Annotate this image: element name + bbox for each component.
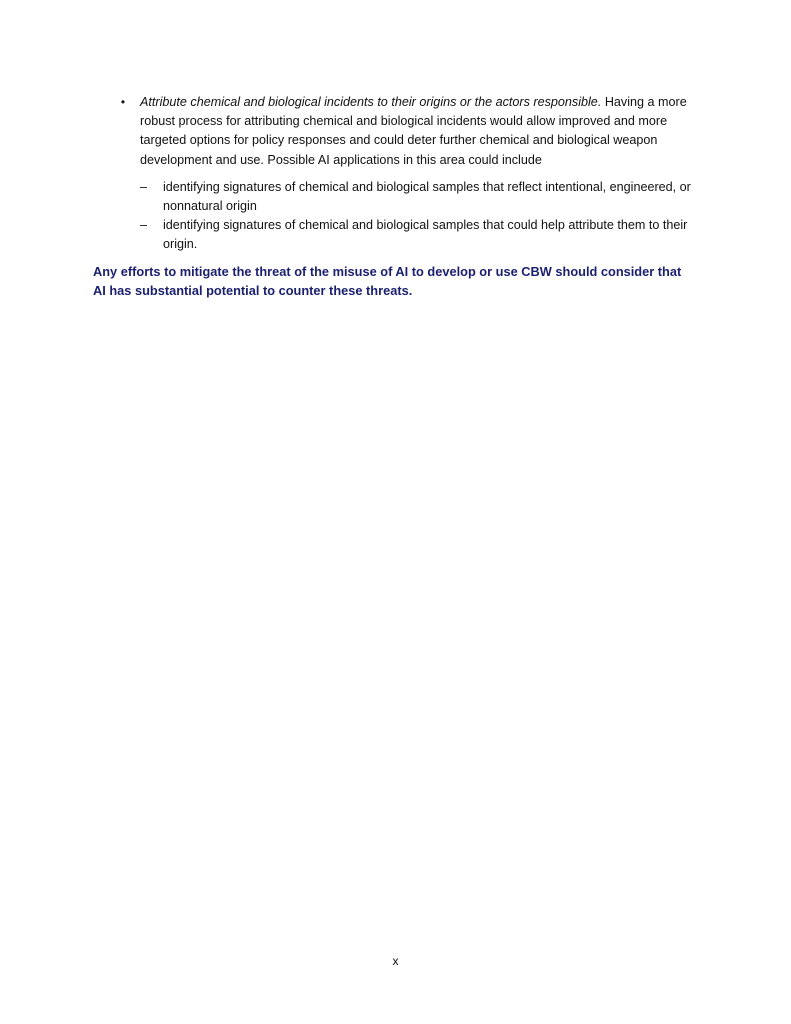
dash-marker: –	[140, 179, 148, 194]
sub-item-text: identifying signatures of chemical and biological samples that reflect intentional, engineered, or nonnatural origin	[163, 179, 691, 214]
sub-item-intentional-origin	[93, 178, 703, 216]
bullet-item-attribution	[93, 93, 703, 170]
sub-item-text: identifying signatures of chemical and biological samples that could help attribute them to their origin.	[163, 218, 688, 252]
conclusion-statement: Any efforts to mitigate the threat of the misuse of AI to develop or use CBW should consider that AI has substantial potential to counter these threats.	[93, 263, 682, 298]
sub-item-attribute-origin	[93, 216, 703, 254]
sub-item-list	[93, 178, 703, 255]
bullet-marker: •	[120, 95, 126, 109]
bullet-italic-lead: Attribute chemical and biological incidents to their origins or the actors responsible.	[140, 95, 602, 109]
page-number: x	[392, 954, 399, 968]
page-content	[93, 93, 703, 300]
dash-marker: –	[140, 218, 148, 233]
bullet-body-text: Having a more robust process for attributing chemical and biological incidents would allow improved and more targeted options for policy responses and could deter further chemical and biological weapon development and use. Possible AI applications in this area could include	[140, 95, 687, 167]
